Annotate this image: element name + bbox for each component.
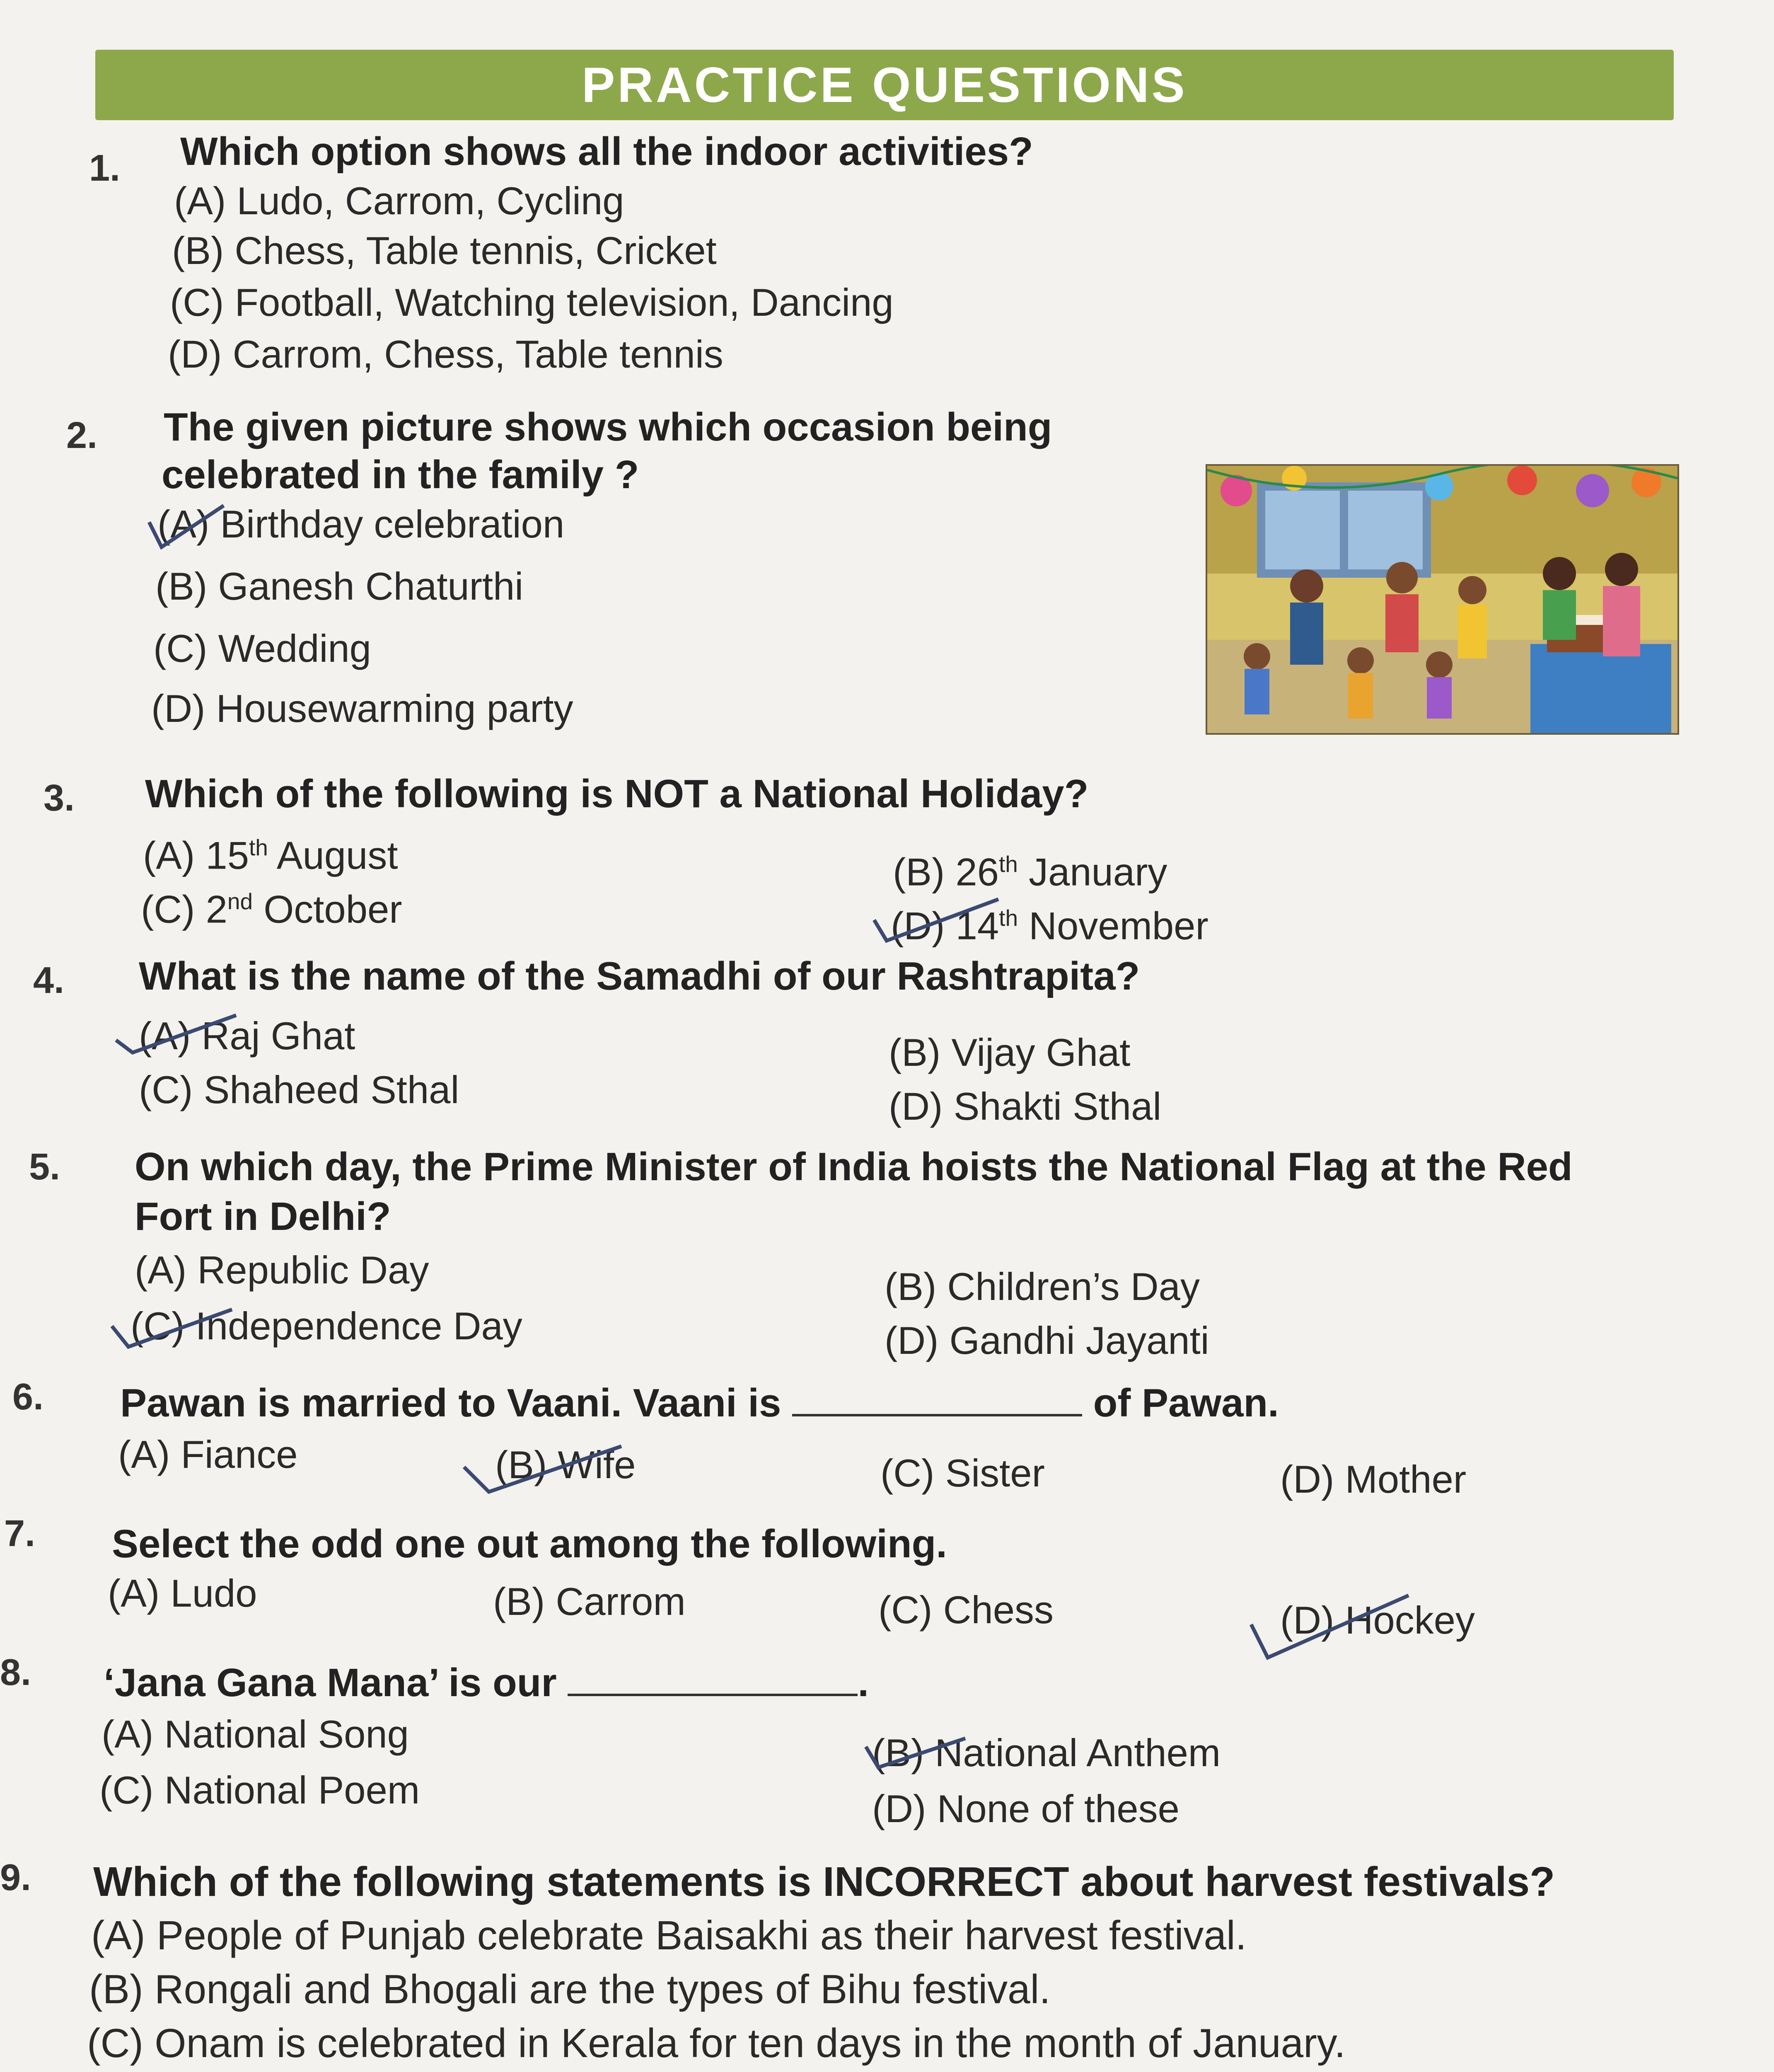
question-6-option-a: (A) Fiance xyxy=(118,1433,298,1476)
question-8-option-a: (A) National Song xyxy=(102,1712,409,1756)
question-5-option-b: (B) Children’s Day xyxy=(885,1265,1200,1308)
tick-mark-q3 xyxy=(870,891,1003,949)
question-9-text: Which of the following statements is INCORRECT about harvest festivals? xyxy=(93,1859,1555,1905)
question-8-option-c: (C) National Poem xyxy=(99,1768,420,1812)
question-7-option-c: (C) Chess xyxy=(878,1588,1054,1631)
question-1-option-c: (C) Football, Watching television, Dancing xyxy=(170,281,894,324)
tick-mark-q8 xyxy=(862,1730,969,1776)
question-8-option-b: (B) National Anthem xyxy=(872,1731,1221,1774)
section-banner xyxy=(95,50,1674,120)
question-5-option-a: (A) Republic Day xyxy=(135,1248,429,1292)
tick-mark-q7 xyxy=(1243,1583,1417,1666)
question-5-option-d: (D) Gandhi Jayanti xyxy=(885,1319,1209,1362)
question-7-option-b: (B) Carrom xyxy=(493,1580,686,1623)
tick-mark-q2 xyxy=(145,497,228,555)
question-3-text: Which of the following is NOT a National Holiday? xyxy=(145,772,1089,816)
question-5-text-line-1: On which day, the Prime Minister of India hoists the National Flag at the Red xyxy=(135,1145,1573,1189)
question-2-option-a: (A) Birthday celebration xyxy=(157,502,565,546)
question-5-text-line-2: Fort in Delhi? xyxy=(135,1194,391,1239)
tick-mark-q6 xyxy=(456,1434,630,1500)
question-6-option-d: (D) Mother xyxy=(1280,1457,1467,1501)
question-4-option-d: (D) Shakti Sthal xyxy=(889,1084,1162,1128)
question-2-option-c: (C) Wedding xyxy=(153,627,371,670)
question-4-option-c: (C) Shaheed Sthal xyxy=(139,1068,459,1111)
question-5-number: 5. xyxy=(29,1146,60,1188)
question-5-option-c: (C) Independence Day xyxy=(131,1304,522,1348)
question-3-option-a: (A) 15th August xyxy=(143,833,398,877)
question-2-number: 2. xyxy=(66,415,98,456)
question-7-text: Select the odd one out among the following. xyxy=(112,1522,947,1566)
question-1-text: Which option shows all the indoor activities? xyxy=(180,129,1033,174)
question-4-number: 4. xyxy=(33,960,65,1001)
question-1-option-b: (B) Chess, Table tennis, Cricket xyxy=(172,229,717,272)
birthday-party-illustration xyxy=(1206,464,1679,735)
tick-mark-q4 xyxy=(108,1007,240,1065)
question-1-option-a: (A) Ludo, Carrom, Cycling xyxy=(174,179,624,223)
question-6-number: 6. xyxy=(12,1376,44,1418)
question-9-option-b: (B) Rongali and Bhogali are the types of Bihu festival. xyxy=(89,1966,1051,2012)
question-3-option-c: (C) 2nd October xyxy=(141,887,402,931)
question-2-option-d: (D) Housewarming party xyxy=(151,687,573,730)
question-6-option-c: (C) Sister xyxy=(880,1451,1045,1495)
question-2-option-b: (B) Ganesh Chaturthi xyxy=(155,564,524,608)
question-6-blank xyxy=(792,1385,1082,1416)
question-7-number: 7. xyxy=(4,1513,36,1554)
question-8-text: ‘Jana Gana Mana’ is our . xyxy=(104,1661,869,1705)
question-4-option-b: (B) Vijay Ghat xyxy=(889,1031,1131,1074)
question-2-text-line-1: The given picture shows which occasion being xyxy=(164,405,1052,449)
question-4-option-a: (A) Raj Ghat xyxy=(139,1014,355,1058)
question-4-text: What is the name of the Samadhi of our Rashtrapita? xyxy=(139,954,1140,998)
question-3-option-b: (B) 26th January xyxy=(893,850,1167,894)
question-6-option-b: (B) Wife xyxy=(495,1443,636,1486)
question-1-number: 1. xyxy=(89,148,121,189)
question-9-option-a: (A) People of Punjab celebrate Baisakhi as their harvest festival. xyxy=(91,1912,1247,1958)
tick-mark-q5 xyxy=(104,1301,236,1359)
question-8-blank xyxy=(568,1665,858,1696)
question-3-number: 3. xyxy=(44,777,75,819)
question-3-option-d: (D) 14th November xyxy=(891,904,1208,948)
section-title: PRACTICE QUESTIONS xyxy=(582,57,1187,113)
question-7-option-a: (A) Ludo xyxy=(108,1571,257,1615)
question-1-option-d: (D) Carrom, Chess, Table tennis xyxy=(168,332,723,376)
question-7-option-d: (D) Hockey xyxy=(1280,1598,1475,1642)
question-9-option-c: (C) Onam is celebrated in Kerala for ten days in the month of January. xyxy=(87,2020,1346,2066)
question-9-number: 9. xyxy=(0,1857,31,1898)
question-8-option-d: (D) None of these xyxy=(872,1787,1179,1830)
question-8-number: 8. xyxy=(0,1652,31,1693)
question-6-text: Pawan is married to Vaani. Vaani is of Pawan. xyxy=(120,1381,1279,1425)
question-2-text-line-2: celebrated in the family ? xyxy=(162,453,639,497)
